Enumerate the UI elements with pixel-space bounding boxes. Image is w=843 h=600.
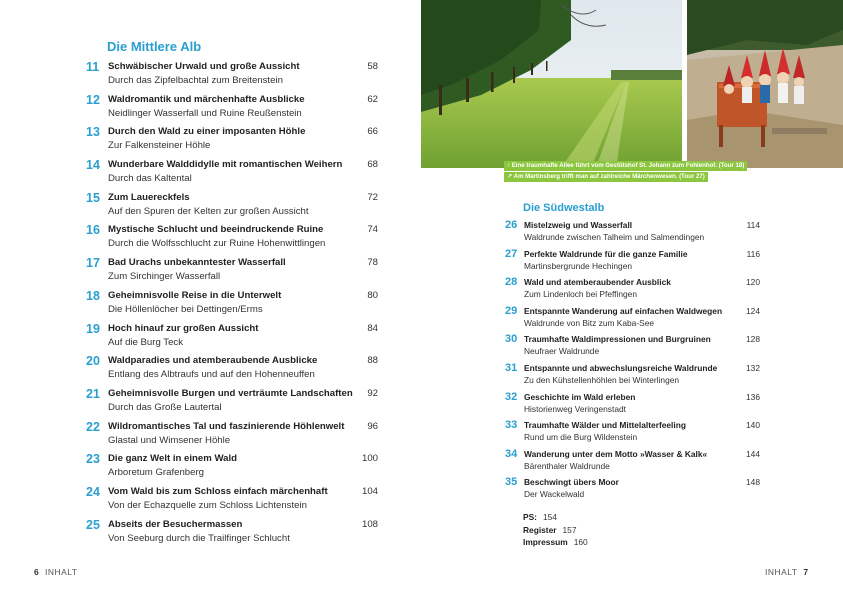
toc-entry-number: 21 [86,386,100,401]
toc-entry-subtitle: Entlang des Albtraufs und auf den Hohenneuffen [108,369,315,381]
right-page [421,0,843,600]
extras-entry[interactable] [523,525,588,538]
toc-entry-page: 78 [367,257,378,269]
toc-entry-subtitle: Die Höllenlöcher bei Dettingen/Erms [108,303,263,315]
extras-page: 157 [562,524,577,535]
extras-label: Register [523,524,557,535]
toc-entry-number: 15 [86,190,100,205]
toc-entry-number: 11 [86,60,100,74]
toc-entry-page: 132 [746,362,760,373]
toc-entry-subtitle: Durch die Wolfsschlucht zur Ruine Hohenwittlingen [108,238,326,250]
toc-entry-page: 80 [367,289,378,301]
toc-entry[interactable] [86,93,378,126]
toc-entry-number: 18 [86,288,100,303]
toc-entry-title: Schwäbischer Urwald und große Aussicht [108,61,300,72]
toc-entry-title: Entspannte und abwechslungsreiche Waldrunde [524,362,718,373]
toc-entry-number: 17 [86,256,100,271]
footer-right [765,567,809,577]
section-title-suedwestalb: Die Südwestalb [523,202,605,214]
toc-entry-subtitle: Auf die Burg Teck [108,336,184,348]
toc-entry-title: Geheimnisvolle Reise in die Unterwelt [108,289,282,301]
toc-entry-number: 24 [86,484,100,499]
toc-entry[interactable] [86,158,378,191]
toc-entry-subtitle: Zum Lindenloch bei Pfeffingen [524,289,637,300]
toc-entry-title: Wanderung unter dem Motto »Wasser & Kalk« [524,448,708,459]
toc-entry-title: Mystische Schlucht und beeindruckende Ruine [108,224,324,236]
toc-entry-subtitle: Arboretum Grafenberg [108,467,204,479]
toc-entry-number: 33 [505,419,518,432]
toc-entry-number: 35 [505,476,518,489]
extras-label: PS: [523,512,537,522]
toc-entry-page: 58 [367,61,378,72]
extras-page: 160 [573,537,588,547]
toc-entry-number: 19 [86,321,100,336]
toc-entry-subtitle: Zum Sirchinger Wasserfall [108,271,221,283]
extras-entry[interactable] [523,537,588,550]
toc-entry-title: Perfekte Waldrunde für die ganze Familie [524,248,688,259]
toc-entry-subtitle: Auf den Spuren der Kelten zur großen Aussicht [108,205,309,217]
toc-entry[interactable] [505,391,760,420]
toc-entry-title: Hoch hinauf zur großen Aussicht [108,322,259,334]
photo-caption-2: ↗ Am Martinsberg trifft man auf zahlreiche Märchenwesen. (Tour 27) [504,172,708,182]
toc-entry-number: 30 [505,333,518,346]
toc-entry-number: 13 [86,125,100,140]
toc-entry-subtitle: Der Wackelwald [524,489,585,500]
toc-entry-title: Traumhafte Waldimpressionen und Burgruinen [524,334,711,345]
toc-entry[interactable] [505,362,760,391]
toc-entry-title: Wunderbare Walddidylle mit romantischen Weihern [108,159,343,171]
toc-entry-title: Durch den Wald zu einer imposanten Höhle [108,126,306,138]
toc-entry[interactable] [86,125,378,158]
toc-entry[interactable] [86,420,378,453]
toc-entry-page: 120 [746,277,760,288]
toc-entry-title: Beschwingt übers Moor [524,477,619,488]
toc-entry-page: 100 [361,453,378,465]
toc-entry-page: 140 [746,420,760,431]
toc-entry-subtitle: Waldrunde von Bitz zum Kaba-See [524,317,655,328]
page-number-left: 6 [34,567,40,577]
toc-entry-subtitle: Martinsbergrunde Hechingen [524,260,633,271]
extras-list [523,512,588,550]
toc-entry-number: 25 [86,517,100,532]
toc-entry-title: Geheimnisvolle Burgen und verträumte Landschaften [108,387,353,399]
toc-entry-number: 14 [86,158,100,173]
toc-entry-title: Traumhafte Wälder und Mittelalterfeeling [524,420,686,431]
section-title-mittlere-alb: Die Mittlere Alb [107,39,202,54]
toc-list-right [505,219,760,505]
toc-entry-page: 116 [746,248,760,259]
toc-entry-number: 28 [505,276,518,289]
toc-entry-page: 62 [367,93,378,105]
photo-caption-1: ↑ Eine traumhafte Allee führt vom Gestütshof St. Johann zum Fohlenhof. (Tour 18) [504,161,747,171]
toc-entry-number: 29 [505,304,518,317]
toc-entry[interactable] [505,448,760,477]
toc-entry-subtitle: Bärenthaler Waldrunde [524,460,610,471]
toc-entry[interactable] [86,60,378,93]
toc-entry-title: Geschichte im Wald erleben [524,391,636,402]
toc-entry[interactable] [86,387,378,420]
extras-label: Impressum [523,537,568,547]
toc-entry[interactable] [86,256,378,289]
toc-entry[interactable] [86,223,378,256]
toc-entry[interactable] [505,219,760,248]
toc-entry[interactable] [86,289,378,322]
toc-entry[interactable] [505,276,760,305]
toc-entry-page: 104 [361,485,378,497]
toc-entry-subtitle: Waldrunde zwischen Talheim und Salmendingen [524,232,705,242]
toc-entry[interactable] [505,305,760,334]
toc-entry-subtitle: Historienweg Veringenstadt [524,403,626,414]
footer-left [34,567,78,577]
toc-entry-title: Entspannte Wanderung auf einfachen Waldwegen [524,305,723,316]
toc-entry-number: 22 [86,419,100,434]
toc-entry-number: 34 [505,447,518,460]
toc-entry-page: 114 [746,220,760,230]
toc-entry-subtitle: Rund um die Burg Wildenstein [524,432,638,443]
toc-entry-subtitle: Zur Falkensteiner Höhle [108,140,211,152]
toc-entry-page: 136 [746,391,760,402]
toc-entry-page: 66 [367,126,378,138]
toc-entry-subtitle: Durch das Zipfelbachtal zum Breitenstein [108,75,283,86]
extras-page: 154 [542,512,557,522]
toc-entry-title: Die ganz Welt in einem Wald [108,453,237,465]
toc-entry-subtitle: Zu den Kühstellenhöhlen bei Winterlingen [524,374,680,385]
toc-entry-number: 26 [505,219,518,231]
toc-entry-page: 74 [367,224,378,236]
toc-entry-subtitle: Von Seeburg durch die Trailfinger Schlucht [108,532,290,544]
toc-entry[interactable] [86,452,378,485]
toc-entry-page: 96 [367,420,378,432]
toc-entry-number: 20 [86,354,100,369]
left-page [0,0,421,600]
toc-entry-page: 68 [367,159,378,171]
toc-entry-number: 12 [86,92,100,107]
toc-entry-number: 32 [505,390,518,403]
toc-entry-title: Wildromantisches Tal und faszinierende Höhlenwelt [108,420,345,432]
toc-entry-subtitle: Durch das Große Lautertal [108,401,222,413]
tree-alley-photo [421,0,682,168]
toc-entry-page: 128 [746,334,760,345]
toc-entry-title: Bad Urachs unbekanntester Wasserfall [108,257,286,269]
toc-entry-subtitle: Von der Echazquelle zum Schloss Lichtenstein [108,499,307,511]
toc-entry[interactable] [86,518,378,551]
toc-entry-subtitle: Durch das Kaltental [108,173,192,185]
toc-entry[interactable] [505,333,760,362]
toc-entry-page: 84 [367,322,378,334]
extras-entry[interactable] [523,512,588,525]
garden-gnomes-photo [687,0,843,168]
toc-entry-title: Zum Lauereckfels [108,191,190,203]
toc-entry-page: 72 [367,191,378,203]
toc-entry-page: 92 [367,387,378,399]
toc-entry-subtitle: Neidlinger Wasserfall und Ruine Reußenstein [108,107,302,119]
toc-entry-title: Mistelzweig und Wasserfall [524,220,633,230]
toc-entry-title: Wald und atemberaubender Ausblick [524,277,671,288]
toc-list-left [86,60,378,550]
toc-entry[interactable] [86,485,378,518]
toc-entry-number: 16 [86,223,100,238]
toc-entry-subtitle: Neufraer Waldrunde [524,346,600,357]
toc-entry-subtitle: Glastal und Wimsener Höhle [108,434,231,446]
toc-entry[interactable] [86,354,378,387]
toc-entry-page: 124 [746,305,760,316]
page-number-right: 7 [803,567,809,577]
toc-entry-page: 148 [746,477,760,488]
toc-entry-title: Abseits der Besuchermassen [108,518,243,530]
toc-entry-title: Waldromantik und märchenhafte Ausblicke [108,93,305,105]
footer-label-left: INHALT [44,567,78,577]
toc-entry[interactable] [505,248,760,277]
toc-entry-title: Vom Wald bis zum Schloss einfach märchenhaft [108,485,328,497]
toc-entry[interactable] [86,191,378,224]
toc-entry-page: 88 [367,355,378,367]
toc-entry-page: 108 [361,518,378,530]
toc-entry[interactable] [505,419,760,448]
toc-entry-number: 31 [505,361,518,374]
toc-entry-number: 27 [505,247,518,260]
footer-label-right: INHALT [765,567,798,577]
toc-entry-number: 23 [86,452,100,467]
toc-entry-title: Waldparadies und atemberaubende Ausblicke [108,355,318,367]
toc-entry[interactable] [86,322,378,355]
toc-entry[interactable] [505,476,760,505]
toc-entry-page: 144 [746,448,760,459]
